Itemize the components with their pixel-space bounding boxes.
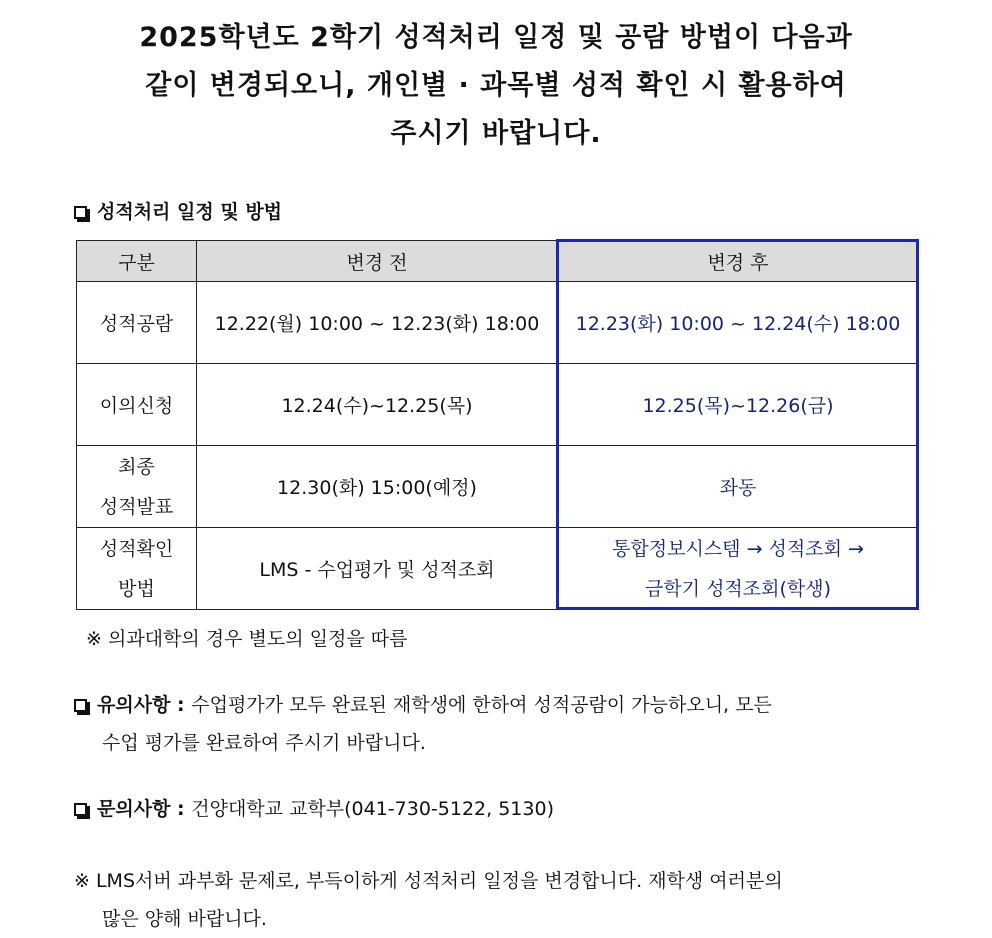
inquiry-paragraph bbox=[74, 790, 924, 828]
header-after: 변경 후 bbox=[558, 241, 919, 282]
footnote-text-2: 많은 양해 바랍니다. bbox=[102, 908, 267, 930]
table-row bbox=[77, 364, 919, 446]
row-after bbox=[558, 528, 919, 610]
row-label-line-1: 최종 bbox=[118, 455, 155, 478]
table-row bbox=[77, 446, 919, 528]
schedule-table bbox=[76, 240, 919, 610]
announcement-headline bbox=[40, 14, 952, 158]
row-before: 12.30(화) 15:00(예정) bbox=[197, 446, 558, 528]
notice-label: 유의사항 : bbox=[97, 694, 192, 716]
checkbox-square-icon bbox=[74, 699, 87, 712]
row-label-line-2: 성적발표 bbox=[99, 495, 174, 518]
footnote-paragraph bbox=[74, 862, 924, 938]
notice-text-1: 수업평가가 모두 완료된 재학생에 한하여 성적공람이 가능하오니, 모든 bbox=[191, 694, 772, 716]
inquiry-text: 건양대학교 교학부(041-730-5122, 5130) bbox=[191, 798, 554, 820]
row-before: 12.24(수)~12.25(목) bbox=[197, 364, 558, 446]
row-label: 이의신청 bbox=[77, 364, 197, 446]
headline-line-2: 같이 변경되오니, 개인별 · 과목별 성적 확인 시 활용하여 bbox=[145, 70, 847, 101]
headline-line-1: 2025학년도 2학기 성적처리 일정 및 공람 방법이 다음과 bbox=[139, 22, 853, 53]
header-before: 변경 전 bbox=[197, 241, 558, 282]
row-after: 12.25(목)~12.26(금) bbox=[558, 364, 919, 446]
row-after-line-1: 통합정보시스템 → 성적조회 → bbox=[612, 537, 864, 560]
notice-paragraph bbox=[74, 686, 924, 762]
notice-text-2: 수업 평가를 완료하여 주시기 바랍니다. bbox=[102, 732, 426, 754]
header-category: 구분 bbox=[77, 241, 197, 282]
row-after: 좌동 bbox=[558, 446, 919, 528]
row-label bbox=[77, 528, 197, 610]
row-label-line-1: 성적확인 bbox=[99, 537, 174, 560]
row-label bbox=[77, 446, 197, 528]
table-row bbox=[77, 282, 919, 364]
inquiry-label: 문의사항 : bbox=[97, 798, 192, 820]
headline-line-3: 주시기 바랍니다. bbox=[390, 118, 602, 149]
row-label: 성적공람 bbox=[77, 282, 197, 364]
table-note: ※ 의과대학의 경우 별도의 일정을 따름 bbox=[86, 628, 408, 650]
table-row bbox=[77, 528, 919, 610]
table-header-row bbox=[77, 241, 919, 282]
row-after: 12.23(화) 10:00 ~ 12.24(수) 18:00 bbox=[558, 282, 919, 364]
row-label-line-2: 방법 bbox=[118, 577, 155, 600]
schedule-section-label: 성적처리 일정 및 방법 bbox=[97, 201, 283, 223]
checkbox-square-icon bbox=[74, 206, 87, 219]
schedule-section-title bbox=[74, 197, 282, 224]
checkbox-square-icon bbox=[74, 803, 87, 816]
row-before: LMS - 수업평가 및 성적조회 bbox=[197, 528, 558, 610]
row-after-line-2: 금학기 성적조회(학생) bbox=[644, 577, 832, 600]
footnote-text-1: ※ LMS서버 과부화 문제로, 부득이하게 성적처리 일정을 변경합니다. 재학생 여러분의 bbox=[74, 870, 783, 892]
row-before: 12.22(월) 10:00 ~ 12.23(화) 18:00 bbox=[197, 282, 558, 364]
